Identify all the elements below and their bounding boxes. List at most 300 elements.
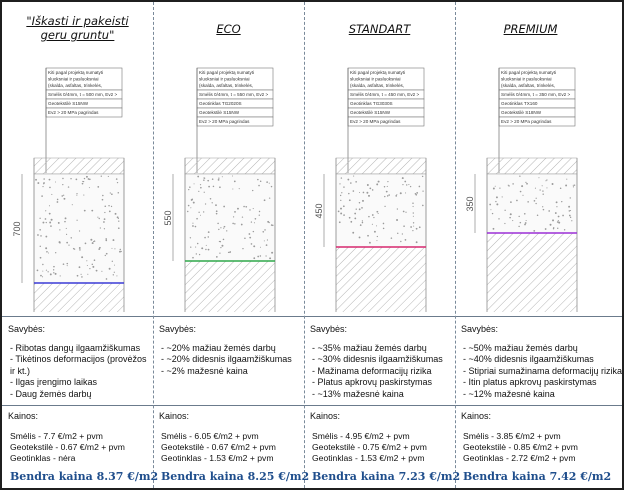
sand-dot — [58, 222, 60, 224]
sand-dot — [224, 226, 226, 228]
sand-dot — [562, 215, 564, 217]
sand-dot — [218, 179, 220, 181]
sand-dot — [495, 186, 496, 187]
depth-label: 350 — [465, 196, 475, 212]
sand-dot — [67, 265, 68, 266]
sand-dot — [116, 275, 117, 276]
sand-dot — [367, 235, 369, 237]
sand-dot — [376, 211, 378, 213]
sand-dot — [376, 225, 377, 226]
legend-text: Smėlis 0/4mm, t = 350 mm, Ev2 > — [501, 92, 571, 97]
sand-dot — [533, 230, 535, 232]
title-line: STANDART — [348, 22, 411, 36]
sand-dot — [63, 198, 65, 200]
sand-dot — [220, 241, 221, 242]
sand-dot — [86, 260, 87, 261]
sand-dot — [490, 209, 491, 210]
sand-dot — [67, 263, 68, 264]
sand-dot — [76, 195, 77, 196]
sand-dot — [353, 190, 355, 192]
sand-dot — [384, 206, 385, 207]
sand-dot — [46, 270, 47, 271]
sand-dot — [249, 209, 250, 210]
sand-dot — [560, 188, 561, 189]
sand-dot — [573, 186, 574, 187]
sand-dot — [66, 242, 68, 244]
sand-dot — [510, 201, 512, 203]
sand-dot — [116, 178, 118, 180]
sand-dot — [92, 264, 93, 265]
sand-dot — [354, 218, 356, 220]
legend-text: Kiti pagal projektą numatyti — [48, 70, 104, 75]
legend-text: Kiti pagal projektą numatyti — [199, 70, 255, 75]
sand-dot — [518, 226, 519, 227]
sand-dot — [269, 197, 270, 198]
sand-dot — [498, 218, 499, 219]
sand-dot — [55, 181, 56, 182]
list-item: - Platus apkrovų paskirstymas — [312, 377, 452, 388]
sand-dot — [568, 206, 570, 208]
sand-dot — [249, 237, 251, 239]
sand-dot — [81, 276, 83, 278]
legend-text: Ev2 > 20 MPa pagrindas — [199, 119, 250, 124]
list-item: - ~40% didesnis ilgaamžiškumas — [463, 354, 623, 365]
sand-dot — [552, 183, 554, 185]
sand-dot — [422, 190, 423, 191]
sand-dot — [492, 213, 493, 214]
sand-dot — [82, 183, 84, 185]
sand-dot — [493, 228, 495, 230]
sand-dot — [84, 178, 85, 179]
legend-text: Geotinklas TG2020S — [199, 101, 242, 106]
price-line: Geotekstilė - 0.67 €/m2 + pvm — [161, 442, 276, 452]
sand-dot — [59, 229, 60, 230]
sand-dot — [525, 182, 526, 183]
sand-dot — [121, 251, 122, 252]
sand-dot — [190, 246, 191, 247]
sand-dot — [350, 182, 352, 184]
sand-dot — [419, 226, 421, 228]
sand-dot — [251, 221, 252, 222]
sand-dot — [51, 194, 52, 195]
sand-dot — [412, 202, 413, 203]
sand-dot — [416, 192, 418, 194]
sand-dot — [37, 234, 39, 236]
sand-dot — [558, 222, 560, 224]
prices-title: Kainos: — [310, 411, 341, 421]
sand-dot — [189, 186, 191, 188]
legend-text: sluoksniai ir pasluoksniai — [350, 76, 401, 82]
sand-dot — [372, 214, 374, 216]
sand-dot — [550, 224, 552, 226]
sand-dot — [553, 228, 554, 229]
sand-dot — [102, 195, 104, 197]
sand-dot — [422, 176, 423, 177]
sand-dot — [359, 236, 361, 238]
sand-dot — [234, 223, 235, 224]
sand-dot — [347, 179, 349, 181]
price-line: Geotinklas - 1.53 €/m2 + pvm — [312, 453, 425, 463]
sand-dot — [213, 186, 215, 188]
sand-dot — [96, 270, 98, 272]
sand-dot — [489, 204, 491, 206]
sand-dot — [410, 186, 411, 187]
sand-dot — [119, 251, 121, 253]
sand-dot — [39, 218, 40, 219]
sand-dot — [45, 236, 47, 238]
features-title: Savybės: — [159, 324, 197, 334]
list-item: - ~20% didesnis ilgaamžiškumas — [161, 354, 301, 365]
sand-dot — [362, 222, 364, 224]
sand-dot — [71, 237, 72, 238]
sand-dot — [50, 273, 52, 275]
sand-dot — [415, 193, 417, 195]
sand-dot — [49, 205, 50, 206]
sand-dot — [100, 227, 101, 228]
sand-dot — [537, 214, 539, 216]
sand-dot — [569, 210, 571, 212]
sand-dot — [42, 276, 43, 277]
sand-dot — [268, 222, 269, 223]
sand-dot — [397, 208, 398, 209]
prices-title: Kainos: — [461, 411, 492, 421]
price-line: Smėlis - 3.85 €/m2 + pvm — [463, 431, 561, 441]
sand-dot — [271, 186, 272, 187]
sand-dot — [233, 216, 234, 217]
sand-dot — [251, 243, 253, 245]
sand-dot — [218, 229, 219, 230]
depth-label: 450 — [314, 203, 324, 219]
sand-dot — [79, 247, 81, 249]
sand-dot — [265, 255, 266, 256]
sand-dot — [42, 264, 43, 265]
sand-dot — [269, 257, 271, 259]
sand-dot — [242, 248, 243, 249]
list-item: - ~50% mažiau žemės darbų — [463, 343, 623, 354]
sand-dot — [564, 229, 565, 230]
legend-text: Geotekstilė S18NW — [501, 110, 542, 115]
sand-dot — [84, 210, 86, 212]
top-layer — [336, 158, 426, 174]
sand-dot — [104, 228, 105, 229]
sand-dot — [234, 181, 236, 183]
sand-dot — [384, 186, 385, 187]
sand-dot — [104, 205, 106, 207]
sand-dot — [74, 249, 75, 250]
sand-dot — [359, 192, 360, 193]
sand-dot — [47, 271, 48, 272]
sand-dot — [229, 251, 231, 253]
sand-dot — [384, 196, 385, 197]
sand-dot — [266, 181, 268, 183]
sand-dot — [377, 236, 378, 237]
legend-text: sluoksniai ir pasluoksniai — [199, 76, 250, 82]
sand-dot — [111, 206, 112, 207]
sand-dot — [208, 249, 210, 251]
sand-dot — [502, 196, 503, 197]
sand-dot — [395, 195, 397, 197]
depth-label: 550 — [163, 210, 173, 226]
sand-dot — [524, 213, 526, 215]
sand-dot — [42, 271, 43, 272]
sand-dot — [253, 208, 254, 209]
sand-dot — [259, 215, 260, 216]
sand-dot — [106, 278, 108, 280]
sand-dot — [369, 188, 371, 190]
sand-dot — [93, 241, 94, 242]
sand-dot — [110, 192, 111, 193]
price-line: Geotekstilė - 0.75 €/m2 + pvm — [312, 442, 427, 452]
sand-dot — [413, 216, 414, 217]
sand-dot — [114, 265, 115, 266]
sand-dot — [86, 176, 88, 178]
sand-dot — [245, 206, 247, 208]
sand-dot — [89, 187, 90, 188]
sand-dot — [340, 208, 342, 210]
sand-dot — [108, 205, 109, 206]
sand-dot — [521, 185, 523, 187]
sand-dot — [79, 249, 81, 251]
sand-dot — [201, 247, 203, 249]
sand-dot — [63, 263, 65, 265]
sand-dot — [538, 177, 539, 178]
sand-dot — [403, 211, 405, 213]
sand-dot — [87, 274, 88, 275]
sand-dot — [37, 270, 39, 272]
legend-text: (skalda, asfaltas, trinkelės, — [48, 83, 103, 88]
sand-dot — [46, 222, 47, 223]
price-line: Smėlis - 7.7 €/m2 + pvm — [10, 431, 103, 441]
subgrade-layer — [487, 233, 577, 312]
sand-dot — [422, 205, 424, 207]
legend-text: Smėlis 0/4mm, t = 500 mm, Ev2 > — [48, 92, 118, 97]
sand-dot — [408, 184, 409, 185]
sand-dot — [520, 191, 522, 193]
sand-dot — [205, 203, 206, 204]
sand-dot — [542, 193, 543, 194]
sand-dot — [46, 251, 48, 253]
sand-dot — [66, 228, 67, 229]
sand-dot — [269, 183, 270, 184]
sand-dot — [271, 224, 273, 226]
sand-dot — [508, 185, 509, 186]
sand-dot — [204, 192, 205, 193]
sand-dot — [557, 228, 558, 229]
prices-title: Kainos: — [8, 411, 39, 421]
sand-dot — [543, 209, 545, 211]
sand-dot — [42, 186, 43, 187]
sand-dot — [195, 247, 196, 248]
sand-dot — [91, 210, 93, 212]
sand-dot — [339, 221, 341, 223]
sand-dot — [40, 275, 42, 277]
sand-dot — [68, 186, 69, 187]
sand-dot — [192, 223, 193, 224]
sand-dot — [198, 212, 199, 213]
sand-dot — [539, 189, 540, 190]
subgrade-layer — [34, 283, 124, 312]
sand-dot — [89, 178, 91, 180]
list-item: - ~35% mažiau žemės darbų — [312, 343, 452, 354]
sand-dot — [383, 228, 385, 230]
sand-dot — [410, 226, 412, 228]
sand-dot — [340, 200, 341, 201]
sand-dot — [187, 211, 188, 212]
sand-dot — [373, 217, 374, 218]
sand-dot — [372, 189, 374, 191]
sand-dot — [413, 226, 414, 227]
sand-dot — [400, 192, 402, 194]
sand-dot — [516, 200, 518, 202]
features-list — [312, 343, 452, 400]
sand-dot — [81, 274, 82, 275]
sand-dot — [76, 193, 77, 194]
sand-dot — [354, 213, 356, 215]
sand-dot — [353, 176, 354, 177]
sand-dot — [412, 230, 413, 231]
sand-dot — [103, 221, 105, 223]
sand-dot — [253, 245, 255, 247]
list-item: - ~13% mažesnė kaina — [312, 389, 452, 400]
sand-dot — [499, 187, 500, 188]
price-line: Geotekstilė - 0.85 €/m2 + pvm — [463, 442, 578, 452]
sand-dot — [35, 179, 37, 181]
sand-dot — [57, 201, 59, 203]
legend-text: Geotekstilė S15NW — [199, 110, 240, 115]
sand-dot — [366, 192, 368, 194]
sand-dot — [350, 221, 352, 223]
sand-dot — [403, 225, 405, 227]
sand-dot — [53, 266, 55, 268]
sand-dot — [208, 186, 210, 188]
sand-dot — [203, 177, 204, 178]
sand-dot — [566, 179, 567, 180]
sand-dot — [534, 200, 536, 202]
sand-dot — [341, 177, 342, 178]
sand-dot — [362, 200, 364, 202]
sand-dot — [542, 206, 543, 207]
features-list — [161, 343, 301, 377]
sand-dot — [257, 256, 259, 258]
sand-dot — [111, 193, 113, 195]
list-item: - ~2% mažesnė kaina — [161, 366, 301, 377]
sand-dot — [90, 239, 92, 241]
sand-dot — [89, 268, 90, 269]
sand-dot — [374, 231, 376, 233]
sand-dot — [509, 217, 511, 219]
sand-dot — [416, 241, 418, 243]
sand-dot — [104, 218, 106, 220]
sand-dot — [60, 275, 61, 276]
sand-dot — [72, 204, 73, 205]
total-price: Bendra kaina 7.42 €/m2 — [463, 470, 612, 483]
sand-dot — [493, 187, 495, 189]
sand-dot — [43, 178, 45, 180]
sand-dot — [92, 266, 94, 268]
sand-dot — [203, 179, 205, 181]
sand-dot — [349, 199, 351, 201]
sand-dot — [68, 244, 69, 245]
sand-dot — [556, 206, 557, 207]
sand-dot — [105, 240, 107, 242]
sand-dot — [53, 269, 54, 270]
sand-dot — [383, 223, 385, 225]
sand-dot — [242, 216, 243, 217]
sand-dot — [216, 210, 218, 212]
sand-dot — [120, 249, 121, 250]
sand-dot — [520, 222, 522, 224]
sand-dot — [243, 206, 245, 208]
sand-dot — [190, 207, 191, 208]
sand-dot — [535, 188, 536, 189]
sand-dot — [81, 256, 83, 258]
sand-dot — [267, 239, 268, 240]
sand-dot — [49, 222, 51, 224]
sand-dot — [206, 245, 207, 246]
sand-dot — [106, 253, 108, 255]
sand-dot — [62, 178, 63, 179]
sand-dot — [561, 201, 562, 202]
legend-text: sluoksniai ir pasluoksniai — [501, 76, 552, 82]
sand-dot — [526, 183, 528, 185]
layer-cross-section — [455, 62, 606, 312]
features-list — [463, 343, 623, 400]
legend-text: Ev2 > 20 MPa pagrindas — [501, 119, 552, 124]
sand-dot — [48, 252, 49, 253]
sand-dot — [216, 256, 218, 258]
legend-text: Geotinklas TG3030S — [350, 101, 393, 106]
sand-dot — [338, 211, 340, 213]
column-title — [2, 14, 153, 42]
sand-dot — [118, 220, 119, 221]
sand-dot — [85, 243, 87, 245]
sand-dot — [361, 207, 363, 209]
list-item: - ~12% mažesnė kaina — [463, 389, 623, 400]
sand-dot — [218, 178, 219, 179]
sand-dot — [405, 192, 406, 193]
sand-dot — [102, 199, 104, 201]
price-line: Smėlis - 6.05 €/m2 + pvm — [161, 431, 259, 441]
sand-dot — [397, 233, 398, 234]
sand-dot — [83, 181, 84, 182]
sand-dot — [574, 184, 575, 185]
legend-text: Ev2 > 20 MPa pagrindas — [350, 119, 401, 124]
sand-dot — [57, 199, 59, 201]
sand-dot — [76, 220, 77, 221]
sand-dot — [264, 199, 266, 201]
total-price: Bendra kaina 8.25 €/m2 — [161, 470, 310, 483]
sand-dot — [223, 239, 225, 241]
sand-dot — [257, 179, 258, 180]
features-list — [10, 343, 150, 400]
sand-dot — [343, 214, 345, 216]
sand-dot — [63, 195, 64, 196]
sand-dot — [118, 227, 120, 229]
sand-dot — [208, 231, 210, 233]
sand-layer — [185, 174, 275, 261]
sand-dot — [413, 212, 414, 213]
total-price: Bendra kaina 8.37 €/m2 — [10, 470, 159, 483]
sand-dot — [556, 201, 558, 203]
sand-dot — [109, 268, 111, 270]
sand-dot — [360, 224, 362, 226]
top-layer — [34, 158, 124, 174]
sand-dot — [402, 177, 404, 179]
sand-dot — [388, 194, 390, 196]
sand-dot — [195, 226, 197, 228]
sand-dot — [259, 211, 260, 212]
legend-text: Kiti pagal projektą numatyti — [501, 70, 557, 75]
